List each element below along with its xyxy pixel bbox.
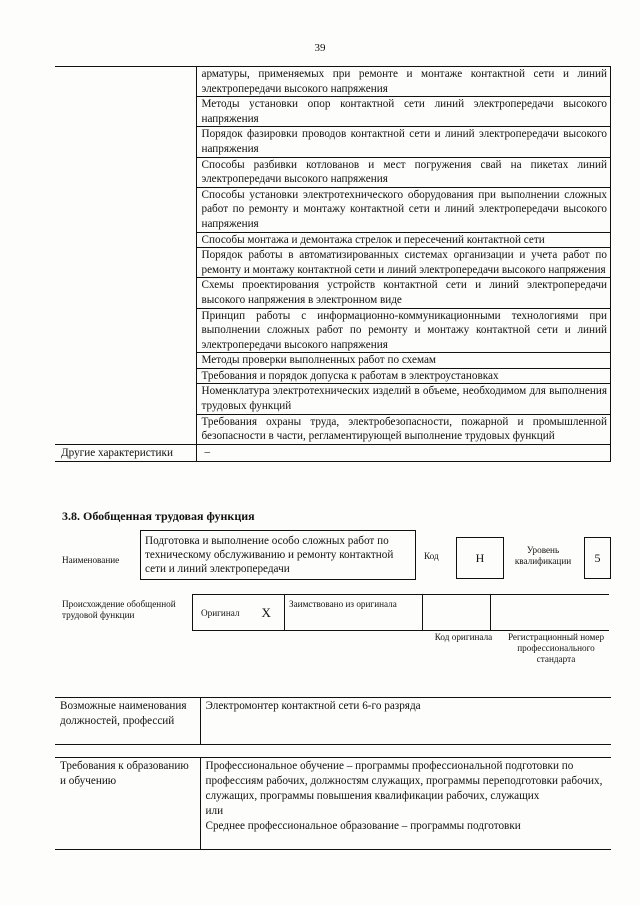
knowledge-side-cell bbox=[55, 308, 196, 353]
function-name: Подготовка и выполнение особо сложных работ по техническому обслуживанию и ремонту контактной сети и линий электропередачи bbox=[140, 530, 416, 580]
knowledge-table bbox=[55, 66, 611, 462]
positions-value: Электромонтер контактной сети 6-го разряда bbox=[200, 698, 611, 745]
knowledge-item: Номенклатура электротехнических изделий в объеме, необходимом для выполнения трудовых функций bbox=[196, 384, 611, 414]
knowledge-row bbox=[55, 414, 611, 444]
section-title: 3.8. Обобщенная трудовая функция bbox=[62, 509, 255, 523]
positions-label: Возможные наименования должностей, профессий bbox=[55, 698, 200, 745]
knowledge-side-cell bbox=[55, 278, 196, 308]
knowledge-side-cell bbox=[55, 67, 196, 97]
knowledge-row bbox=[55, 232, 611, 248]
education-line: Профессиональное обучение – программы профессиональной подготовки по профессиям рабочих, должностям служащих, программы переподготовки рабочих, служащих, программы повышения квалификации рабочих, служащих bbox=[205, 760, 603, 802]
knowledge-side-cell bbox=[55, 157, 196, 187]
knowledge-item: Методы установки опор контактной сети линий электропередачи высокого напряжения bbox=[196, 97, 611, 127]
other-characteristics-value: – bbox=[196, 444, 611, 462]
knowledge-row bbox=[55, 67, 611, 97]
borrowed-label: Заимствовано из оригинала bbox=[285, 595, 423, 631]
positions-table bbox=[55, 697, 611, 745]
knowledge-item: Требования и порядок допуска к работам в электроустановках bbox=[196, 368, 611, 384]
original-mark: X bbox=[249, 595, 285, 631]
knowledge-item: Способы разбивки котлованов и мест погружения свай на пикетах линий электропередачи высокого напряжения bbox=[196, 157, 611, 187]
page-number: 39 bbox=[314, 42, 326, 54]
reg-caption: Регистрационный номер профессионального стандарта bbox=[507, 632, 605, 664]
education-value bbox=[200, 758, 611, 850]
knowledge-row bbox=[55, 157, 611, 187]
knowledge-side-cell bbox=[55, 414, 196, 444]
original-label: Оригинал bbox=[193, 595, 249, 631]
knowledge-side-cell bbox=[55, 248, 196, 278]
origin-label: Происхождение обобщенной трудовой функции bbox=[62, 599, 176, 620]
knowledge-item: Требования охраны труда, электробезопасности, пожарной и промышленной безопасности в части, регламентирующей выполнение трудовых функций bbox=[196, 414, 611, 444]
education-line: или bbox=[205, 805, 224, 817]
code-label: Код bbox=[424, 551, 439, 561]
knowledge-item: Способы установки электротехнического оборудования при выполнении сложных работ по ремонту и монтажу контактной сети и линий электропередачи высокого напряжения bbox=[196, 187, 611, 232]
knowledge-item: Методы проверки выполненных работ по схемам bbox=[196, 353, 611, 369]
education-table bbox=[55, 757, 611, 850]
education-line: Среднее профессиональное образование – программы подготовки bbox=[205, 820, 521, 832]
knowledge-side-cell bbox=[55, 97, 196, 127]
original-code-cell bbox=[423, 595, 491, 631]
knowledge-side-cell bbox=[55, 368, 196, 384]
knowledge-side-cell bbox=[55, 187, 196, 232]
knowledge-side-cell bbox=[55, 127, 196, 157]
code-caption: Код оригинала bbox=[434, 632, 493, 642]
knowledge-item: Принцип работы с информационно-коммуникационными технологиями при выполнении сложных работ по ремонту и монтажу контактной сети и линий электропередачи высокого напряжения bbox=[196, 308, 611, 353]
knowledge-side-cell bbox=[55, 232, 196, 248]
knowledge-side-cell bbox=[55, 353, 196, 369]
knowledge-item: арматуры, применяемых при ремонте и монтаже контактной сети и линий электропередачи высокого напряжения bbox=[196, 67, 611, 97]
knowledge-row bbox=[55, 278, 611, 308]
knowledge-side-cell bbox=[55, 384, 196, 414]
knowledge-row bbox=[55, 384, 611, 414]
reg-number-cell bbox=[491, 595, 610, 631]
knowledge-item: Порядок фазировки проводов контактной сети и линий электропередачи высокого напряжения bbox=[196, 127, 611, 157]
other-characteristics-row bbox=[55, 444, 611, 462]
knowledge-row bbox=[55, 368, 611, 384]
knowledge-item: Порядок работы в автоматизированных системах организации и учета работ по ремонту и монтажу контактной сети и линий электропередачи высокого напряжения bbox=[196, 248, 611, 278]
other-characteristics-label: Другие характеристики bbox=[55, 444, 196, 462]
knowledge-item: Способы монтажа и демонтажа стрелок и пересечений контактной сети bbox=[196, 232, 611, 248]
knowledge-row bbox=[55, 248, 611, 278]
knowledge-row bbox=[55, 127, 611, 157]
knowledge-row bbox=[55, 187, 611, 232]
knowledge-item: Схемы проектирования устройств контактной сети и линий электропередачи высокого напряжения в электронном виде bbox=[196, 278, 611, 308]
knowledge-row bbox=[55, 97, 611, 127]
function-code: H bbox=[456, 537, 504, 579]
name-label: Наименование bbox=[62, 555, 120, 565]
education-label: Требования к образованию и обучению bbox=[55, 758, 200, 850]
level-label: Уровень квалификации bbox=[514, 545, 572, 566]
knowledge-row bbox=[55, 308, 611, 353]
origin-table bbox=[192, 594, 609, 631]
qualification-level: 5 bbox=[584, 537, 611, 579]
knowledge-row bbox=[55, 353, 611, 369]
